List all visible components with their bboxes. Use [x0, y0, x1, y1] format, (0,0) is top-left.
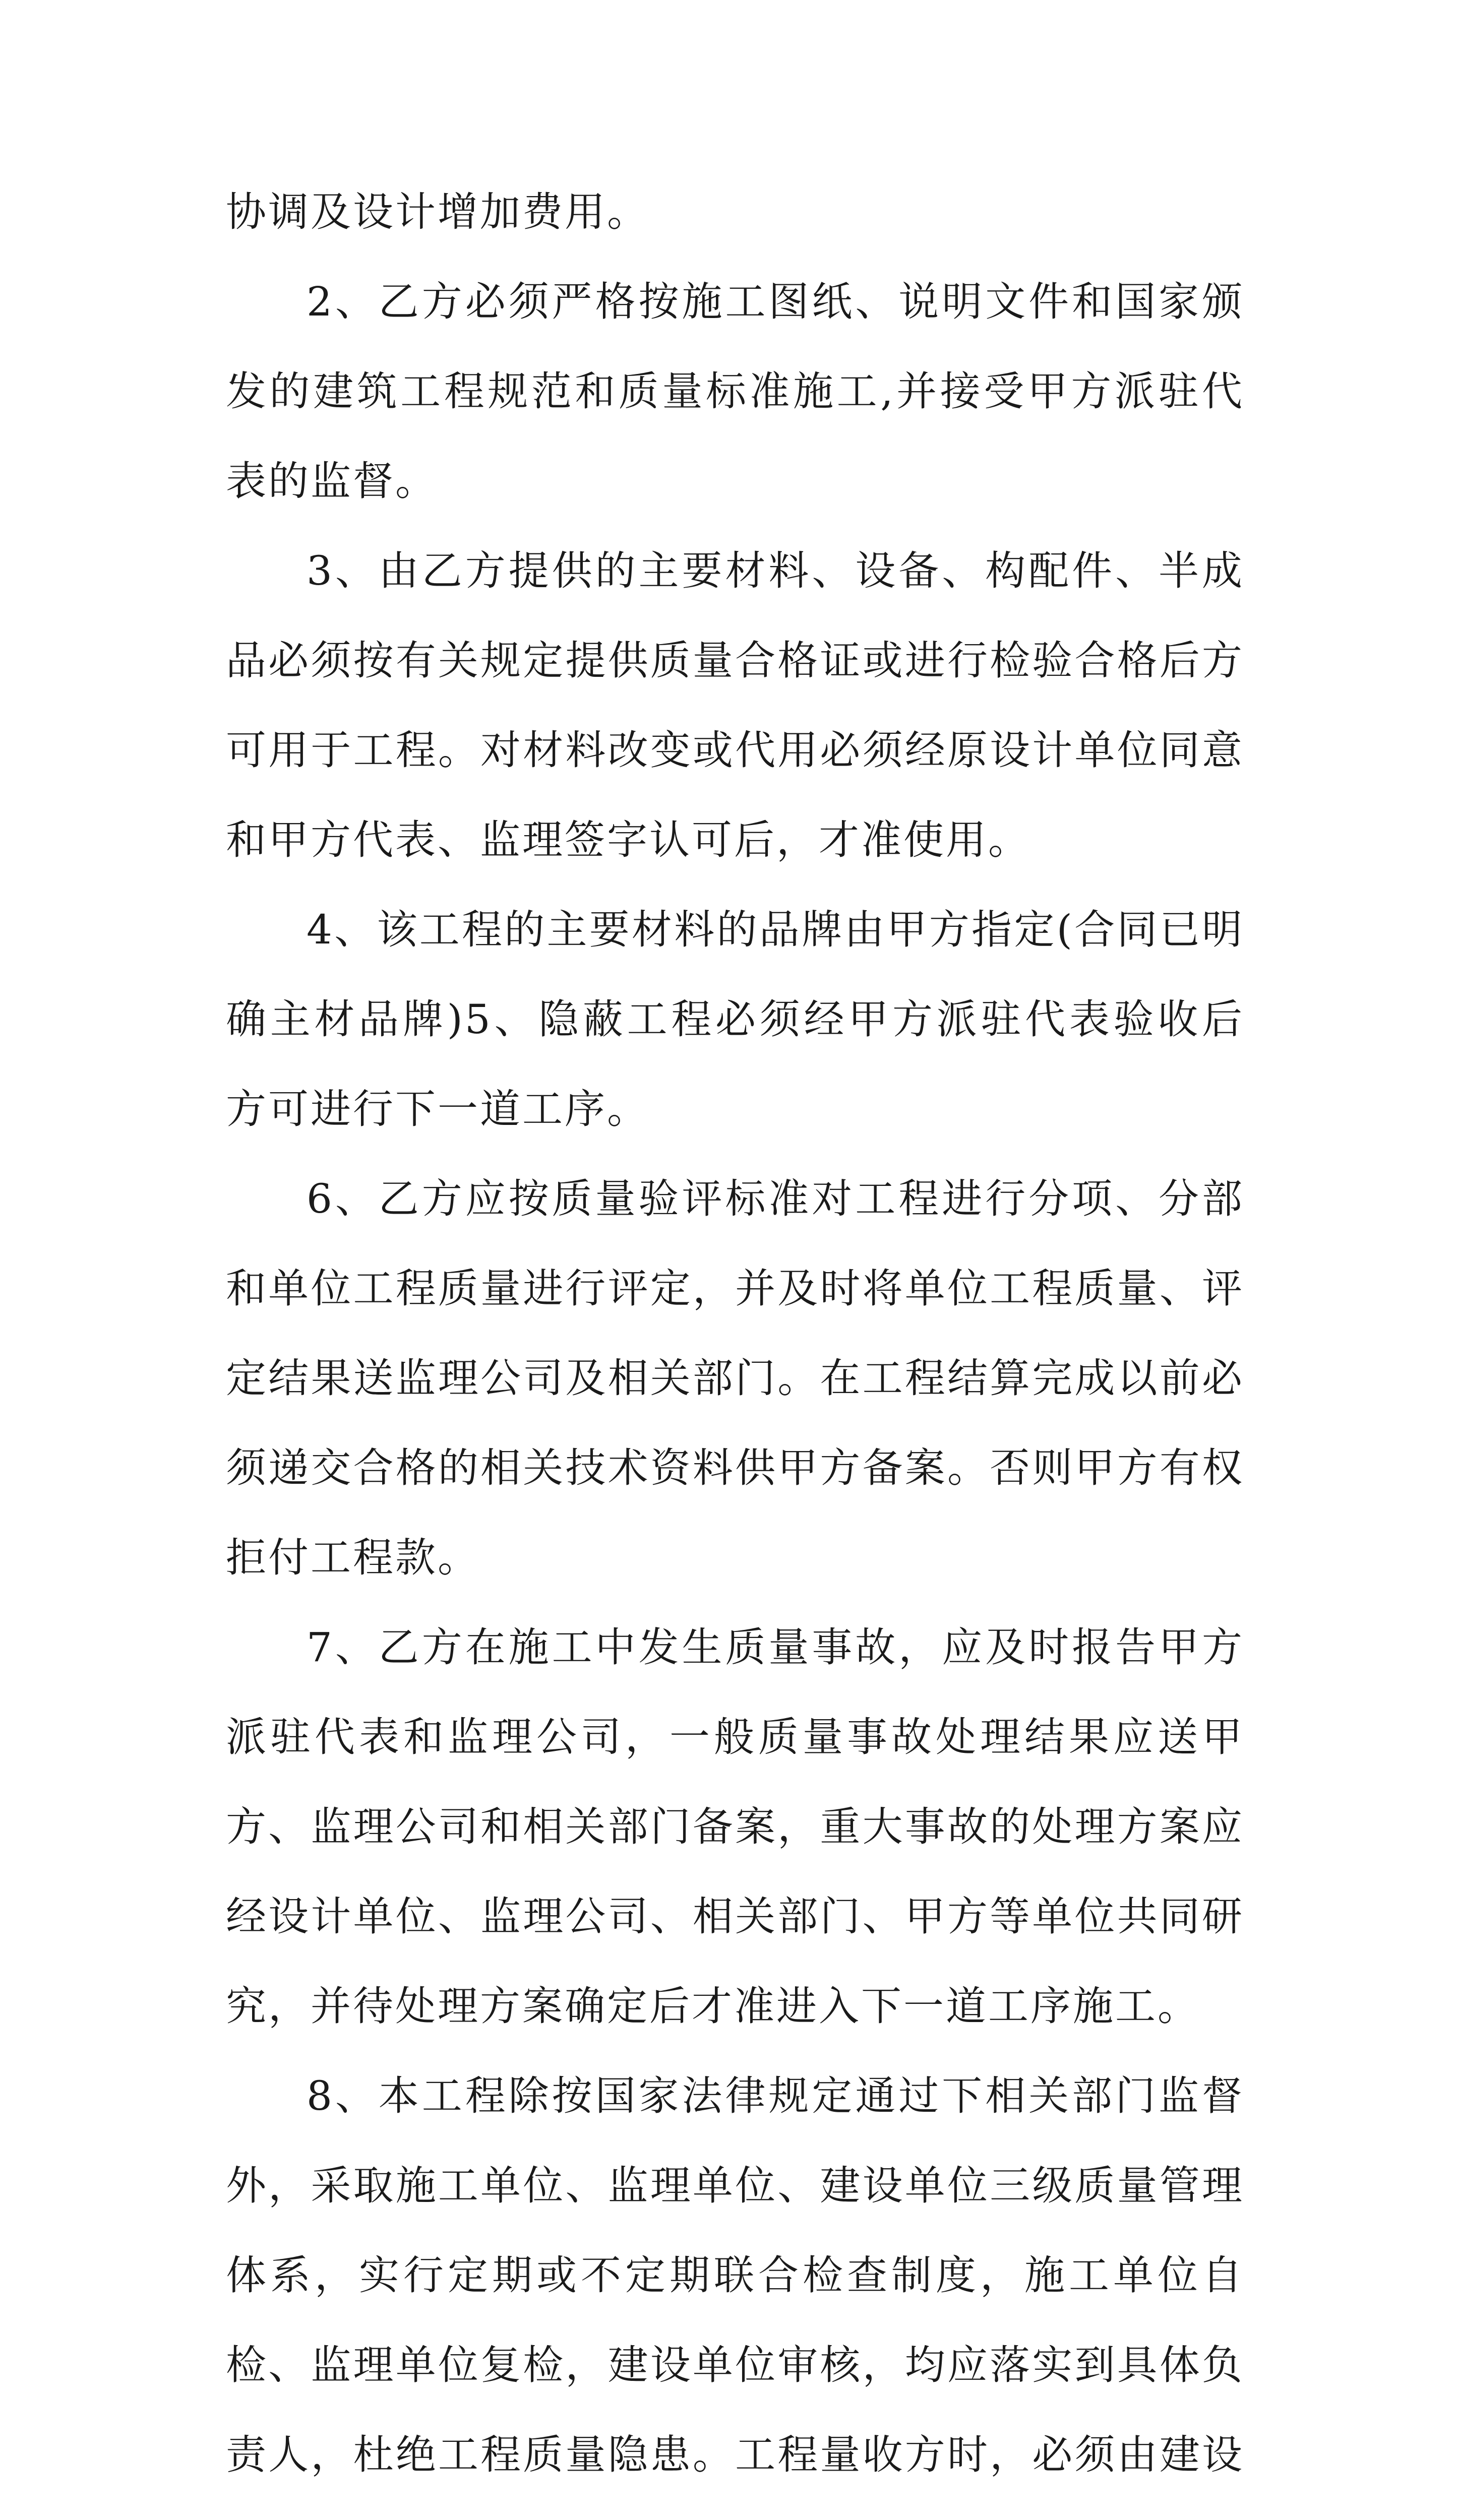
paragraph-item-4: 4、该工程的主要材料的品牌由甲方指定(合同已明确主材品牌)5、隐蔽工程必须经甲方派驻代表验收后方可进行下一道工序。	[226, 906, 1244, 1132]
paragraph-item-8: 8、本工程除按国家法律规定通过下相关部门监督外，采取施工单位、监理单位、建设单位三级质量管理体系，实行定期或不定期联合检查制度，施工单位自检、监理单位复检，建设单位审核，均应落实到具体负责人，杜绝工程质量隐患。工程量收方时，必须由建设	[226, 2072, 1244, 2478]
paragraph-item-2: 2、乙方必须严格按施工图纸、说明文件和国家颁发的建筑工程规范和质量标准施工,并接受甲方派驻代表的监督。	[226, 278, 1244, 505]
paragraph-item-7: 7、乙方在施工中发生质量事故，应及时报告甲方派驻代表和监理公司，一般质量事故处理结果应送甲方、监理公司和相关部门备案，重大事故的处理方案应经设计单位、监理公司、相关部门、甲方等单位共同研究，并待处理方案确定后才准进入下一道工序施工。	[226, 1624, 1244, 2030]
paragraph-item-3: 3、由乙方提供的主要材料、设备、构配件、半成品必须按有关规定提供质量合格证或进行检验合格后方可用于工程。对材料改变或代用必须经原设计单位同意和甲方代表、监理签字认可后，才准使用。	[226, 547, 1244, 863]
paragraph-item-6: 6、乙方应按质量验评标准对工程进行分项、分部和单位工程质量进行评定，并及时将单位工程质量、评定结果送监理公司及相关部门。在工程结算完成以前必须递交合格的相关技术资料供甲方备案。否则甲方有权拒付工程款。	[226, 1175, 1244, 1581]
paragraph-continuation: 协调及设计增加费用。	[226, 188, 649, 235]
document-body	[226, 167, 1244, 2520]
